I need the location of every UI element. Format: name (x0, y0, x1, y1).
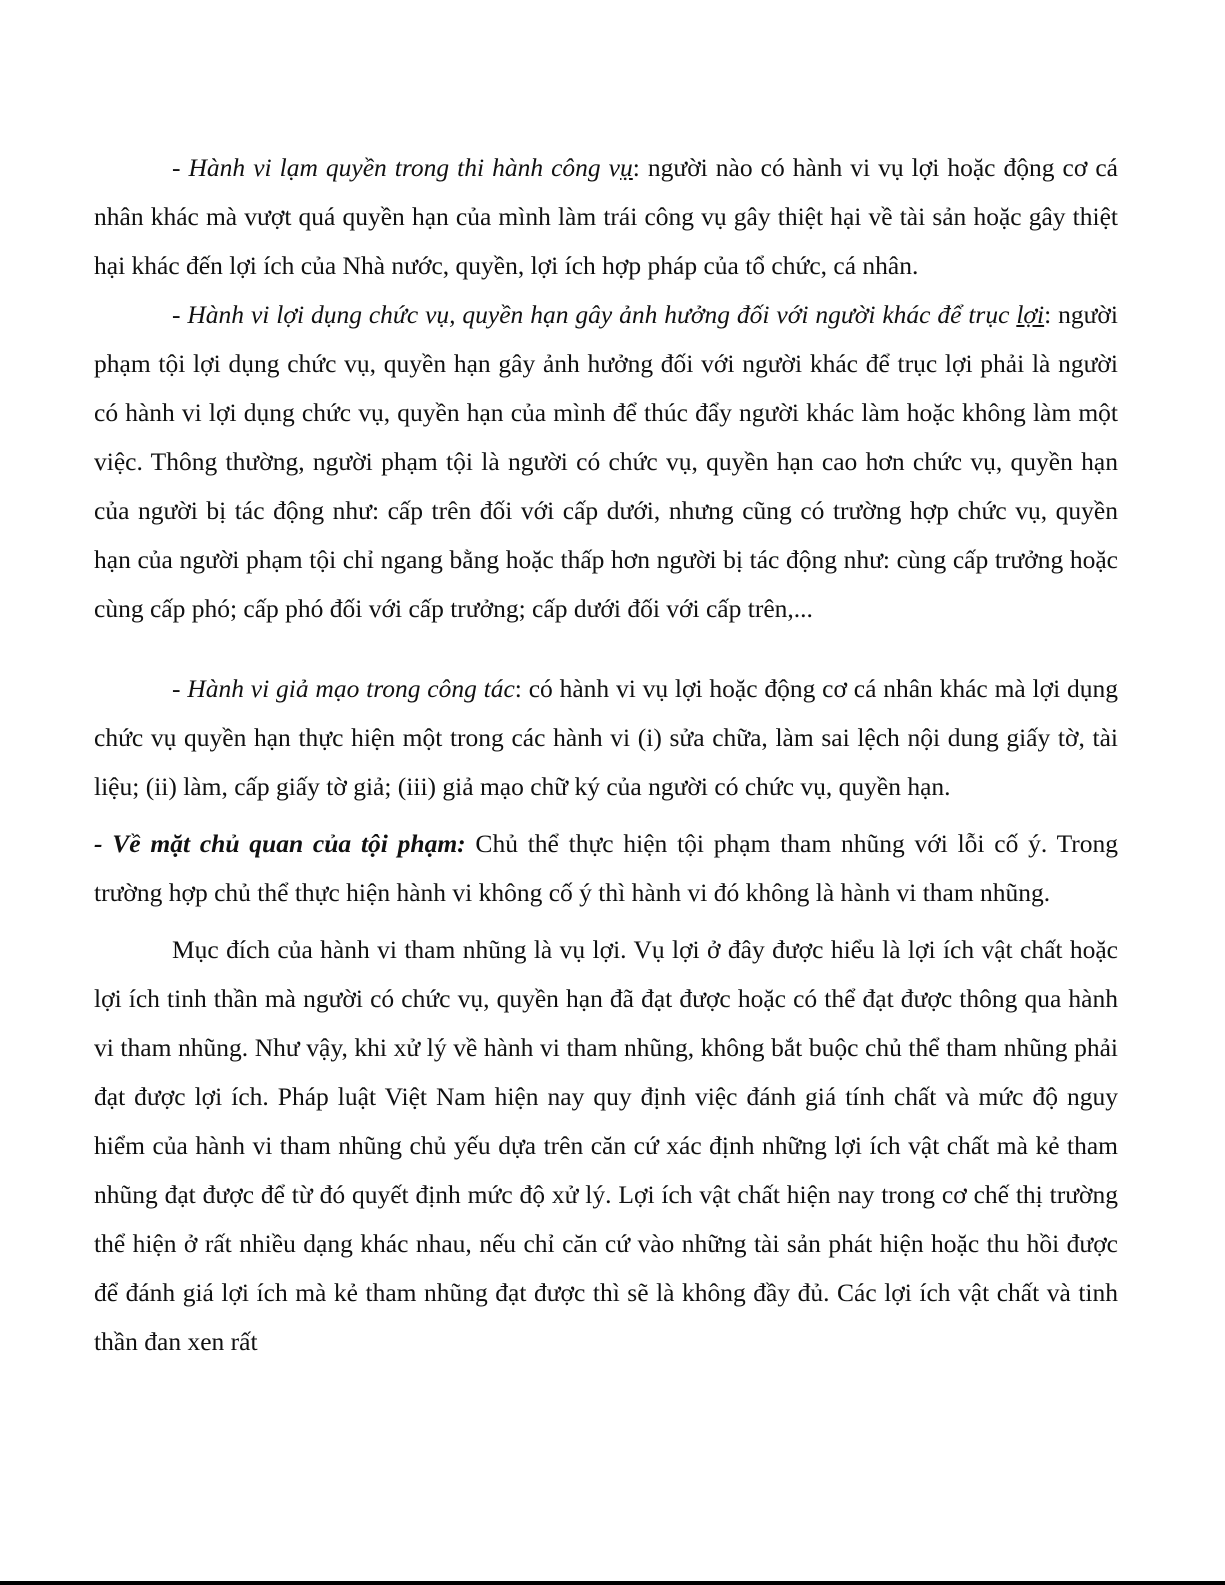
paragraph-body: : người nào có hành vi vụ lợi hoặc động cơ cá nhân khác mà vượt quá quyền hạn của mình làm trái công vụ gây thiệt hại về tài sản hoặc gây thiệt hại khác đến lợi ích của Nhà nước, quyền, lợi ích hợp pháp của tổ chức, cá nhân. (94, 153, 1118, 280)
paragraph-purpose (94, 925, 1118, 1366)
paragraph-body: Chủ thể thực hiện tội phạm tham nhũng với lỗi cố ý. Trong trường hợp chủ thể thực hiện hành vi không cố ý thì hành vi đó không là hành vi tham nhũng. (94, 829, 1118, 907)
document-body (94, 143, 1118, 1366)
paragraph-lead-italic: - Hành vi giả mạo trong công tác (172, 674, 515, 703)
paragraph-forgery (94, 664, 1118, 811)
paragraph-influence-peddling (94, 290, 1118, 633)
paragraph-lead-bold-italic: - Về mặt chủ quan của tội phạm: (94, 829, 466, 858)
bottom-edge-line (0, 1581, 1225, 1585)
paragraph-lead-italic: - Hành vi lợi dụng chức vụ, quyền hạn gây ảnh hưởng đối với người khác để trục (172, 300, 1017, 329)
paragraph-abuse-of-power (94, 143, 1118, 290)
paragraph-body: : người phạm tội lợi dụng chức vụ, quyền hạn gây ảnh hưởng đối với người khác để trục lợi phải là người có hành vi lợi dụng chức vụ, quyền hạn của mình để thúc đẩy người khác làm hoặc không làm một việc. Thông thường, người phạm tội là người có chức vụ, quyền hạn cao hơn chức vụ, quyền hạn của người bị tác động như: cấp trên đối với cấp dưới, nhưng cũng có trường hợp chức vụ, quyền hạn của người phạm tội chỉ ngang bằng hoặc thấp hơn người bị tác động như: cùng cấp trưởng hoặc cùng cấp phó; cấp phó đối với cấp trưởng; cấp dưới đối với cấp trên,... (94, 300, 1118, 623)
paragraph-lead-underlined: lợi (1016, 300, 1045, 329)
paragraph-body: Mục đích của hành vi tham nhũng là vụ lợi. Vụ lợi ở đây được hiểu là lợi ích vật chất hoặc lợi ích tinh thần mà người có chức vụ, quyền hạn đã đạt được hoặc có thể đạt được thông qua hành vi tham nhũng. Như vậy, khi xử lý về hành vi tham nhũng, không bắt buộc chủ thể tham nhũng phải đạt được lợi ích. Pháp luật Việt Nam hiện nay quy định việc đánh giá tính chất và mức độ nguy hiểm của hành vi tham nhũng chủ yếu dựa trên căn cứ xác định những lợi ích vật chất mà kẻ tham nhũng đạt được để từ đó quyết định mức độ xử lý. Lợi ích vật chất hiện nay trong cơ chế thị trường thể hiện ở rất nhiều dạng khác nhau, nếu chỉ căn cứ vào những tài sản phát hiện hoặc thu hồi được để đánh giá lợi ích mà kẻ tham nhũng đạt được thì sẽ là không đầy đủ. Các lợi ích vật chất và tinh thần đan xen rất (94, 935, 1118, 1356)
paragraph-lead-underlined: ụ (620, 153, 633, 182)
paragraph-subjective-aspect (94, 819, 1118, 917)
paragraph-lead-italic: - Hành vi lạm quyền trong thi hành công v (172, 153, 621, 182)
paragraph-body: : có hành vi vụ lợi hoặc động cơ cá nhân khác mà lợi dụng chức vụ quyền hạn thực hiện một trong các hành vi (i) sửa chữa, làm sai lệch nội dung giấy tờ, tài liệu; (ii) làm, cấp giấy tờ giả; (iii) giả mạo chữ ký của người có chức vụ, quyền hạn. (94, 674, 1118, 801)
